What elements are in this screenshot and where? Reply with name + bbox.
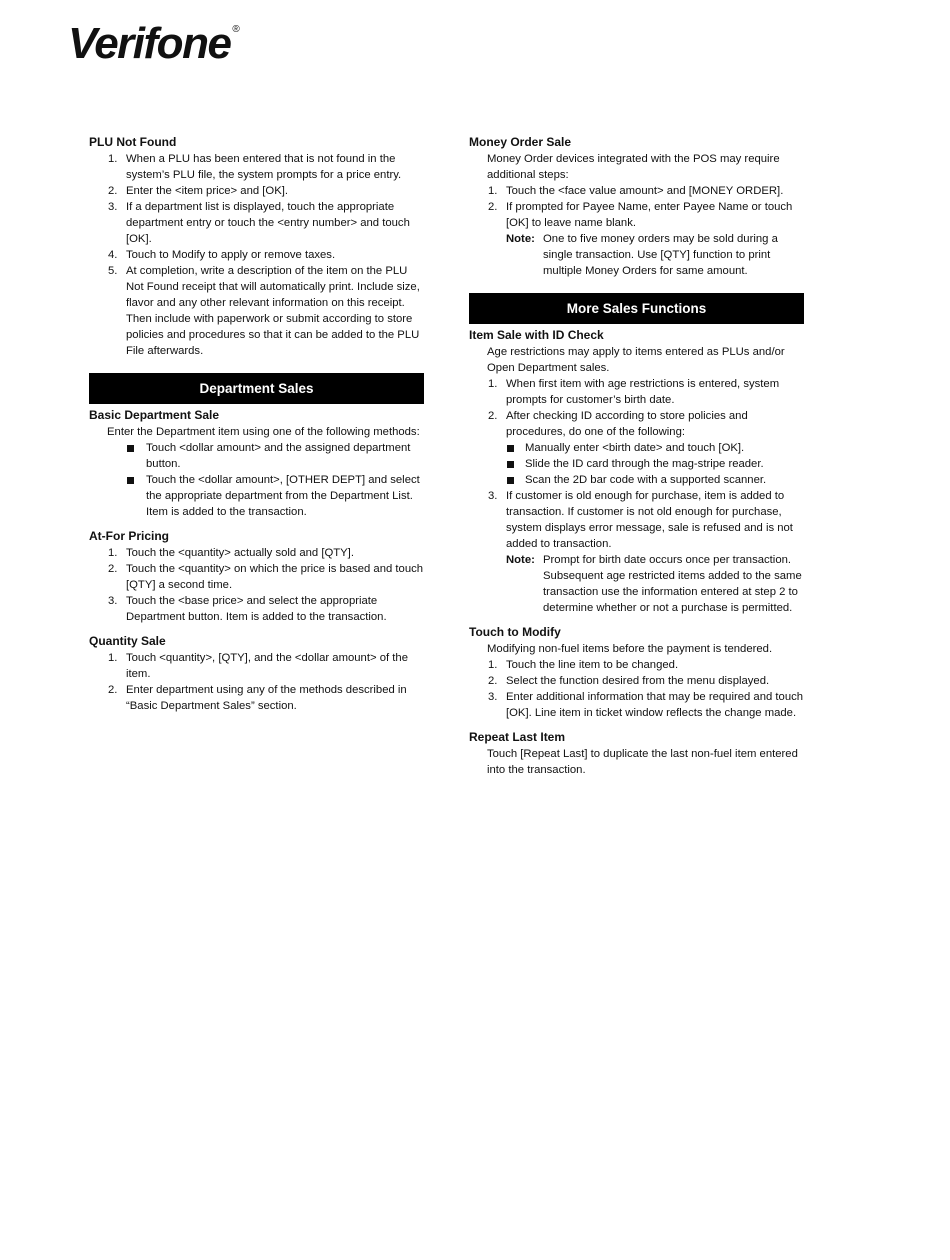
section-intro: Modifying non-fuel items before the payment is tendered. [487,643,773,655]
list-item: 2. Enter the <item price> and [OK]. [108,185,289,197]
list-item: Scan the 2D bar code with a supported scanner. [469,472,804,488]
step-list [469,183,804,231]
list-item: Touch <dollar amount> and the assigned department button. [89,440,424,472]
section-item-sale-id-check [469,327,804,616]
note-label: Note: [506,233,535,245]
registered-mark: ® [232,24,240,35]
square-bullet-icon [127,477,134,484]
right-column [469,134,804,778]
list-item: 2. Touch the <quantity> on which the price is based and touch [QTY] a second time. [108,563,424,591]
list-item: 1. When a PLU has been entered that is not found in the system’s PLU file, the system prompts for a price entry. [108,153,402,181]
note [469,231,804,279]
list-item: 2. Enter department using any of the methods described in “Basic Department Sales” section. [108,684,407,712]
list-item: Touch the <dollar amount>, [OTHER DEPT] and select the appropriate department from the Department List. Item is added to the transaction. [89,472,424,520]
step-list [89,151,424,359]
list-item: 2. If prompted for Payee Name, enter Payee Name or touch [OK] to leave name blank. [488,201,793,229]
section-basic-department-sale [89,407,424,520]
step-list [89,650,424,714]
section-repeat-last-item [469,729,804,778]
list-item: 1. Touch the <quantity> actually sold and [QTY]. [108,547,354,559]
section-title: PLU Not Found [89,135,177,149]
left-column [89,134,424,714]
section-quantity-sale [89,633,424,714]
note-label: Note: [506,554,535,566]
section-intro: Enter the Department item using one of the following methods: [107,426,420,438]
square-bullet-icon [507,477,514,484]
section-money-order-sale [469,134,804,279]
note-text: One to five money orders may be sold during a single transaction. Use [QTY] function to print multiple Money Orders for same amount. [543,233,778,277]
department-sales-banner: Department Sales [89,373,424,404]
more-sales-functions-banner: More Sales Functions [469,293,804,324]
section-title: Basic Department Sale [89,408,220,422]
list-item: 2. Select the function desired from the menu displayed. [488,675,770,687]
square-bullet-icon [127,445,134,452]
step-list [469,376,804,552]
list-item: 1. Touch the <face value amount> and [MONEY ORDER]. [488,185,784,197]
section-title: Quantity Sale [89,634,166,648]
bullet-list [89,440,424,520]
note-text: Prompt for birth date occurs once per transaction. Subsequent age restricted items added to the same transaction use the information entered at step 2 to determine whether or not a purchase is permitted. [543,554,802,614]
list-item: 3. Touch the <base price> and select the appropriate Department button. Item is added to the transaction. [108,595,387,623]
section-plu-not-found [89,134,424,359]
section-touch-to-modify [469,624,804,721]
list-item: 3. If customer is old enough for purchase, item is added to transaction. If customer is not old enough for purchase, system displays error message, sale is refused and is not added to transaction. [488,490,793,550]
square-bullet-icon [507,461,514,468]
section-title: Repeat Last Item [469,730,566,744]
step-list [89,545,424,625]
section-title: Money Order Sale [469,135,572,149]
section-at-for-pricing [89,528,424,625]
verifone-logo [68,4,240,70]
list-item: 2. After checking ID according to store policies and procedures, do one of the following: Manually enter <birth date> and touch [OK]. Slide the ID card through the mag-stripe reader. Scan the 2D bar code with a supported scanner. [469,408,804,488]
list-item: 1. Touch the line item to be changed. [488,659,679,671]
list-item: 1. When first item with age restrictions is entered, system prompts for customer’s birth date. [488,378,780,406]
logo-text: Verifone [68,19,231,68]
section-title: Touch to Modify [469,625,561,639]
square-bullet-icon [507,445,514,452]
list-item: 1. Touch <quantity>, [QTY], and the <dollar amount> of the item. [108,652,408,680]
list-item: Manually enter <birth date> and touch [OK]. [469,440,804,456]
list-item: 3. Enter additional information that may be required and touch [OK]. Line item in ticket window reflects the change made. [488,691,804,719]
section-intro: Age restrictions may apply to items entered as PLUs and/or Open Department sales. [487,346,785,374]
note [469,552,804,616]
step-list [469,657,804,721]
section-title: Item Sale with ID Check [469,328,604,342]
section-intro: Money Order devices integrated with the POS may require additional steps: [487,153,780,181]
section-text: Touch [Repeat Last] to duplicate the last non-fuel item entered into the transaction. [487,748,798,776]
list-item: 4. Touch to Modify to apply or remove taxes. [108,249,336,261]
section-title: At-For Pricing [89,529,169,543]
list-item: Slide the ID card through the mag-stripe reader. [469,456,804,472]
list-item: 5. At completion, write a description of the item on the PLU Not Found receipt that will automatically print. Include size, flavor and any other relevant information on this receipt. Then include with paperwork or submit according to store policies and procedures so that it can be added to the PLU File afterwards. [108,265,420,357]
bullet-list [469,440,804,488]
list-item: 3. If a department list is displayed, touch the appropriate department entry or touch the <entry number> and touch [OK]. [108,201,410,245]
